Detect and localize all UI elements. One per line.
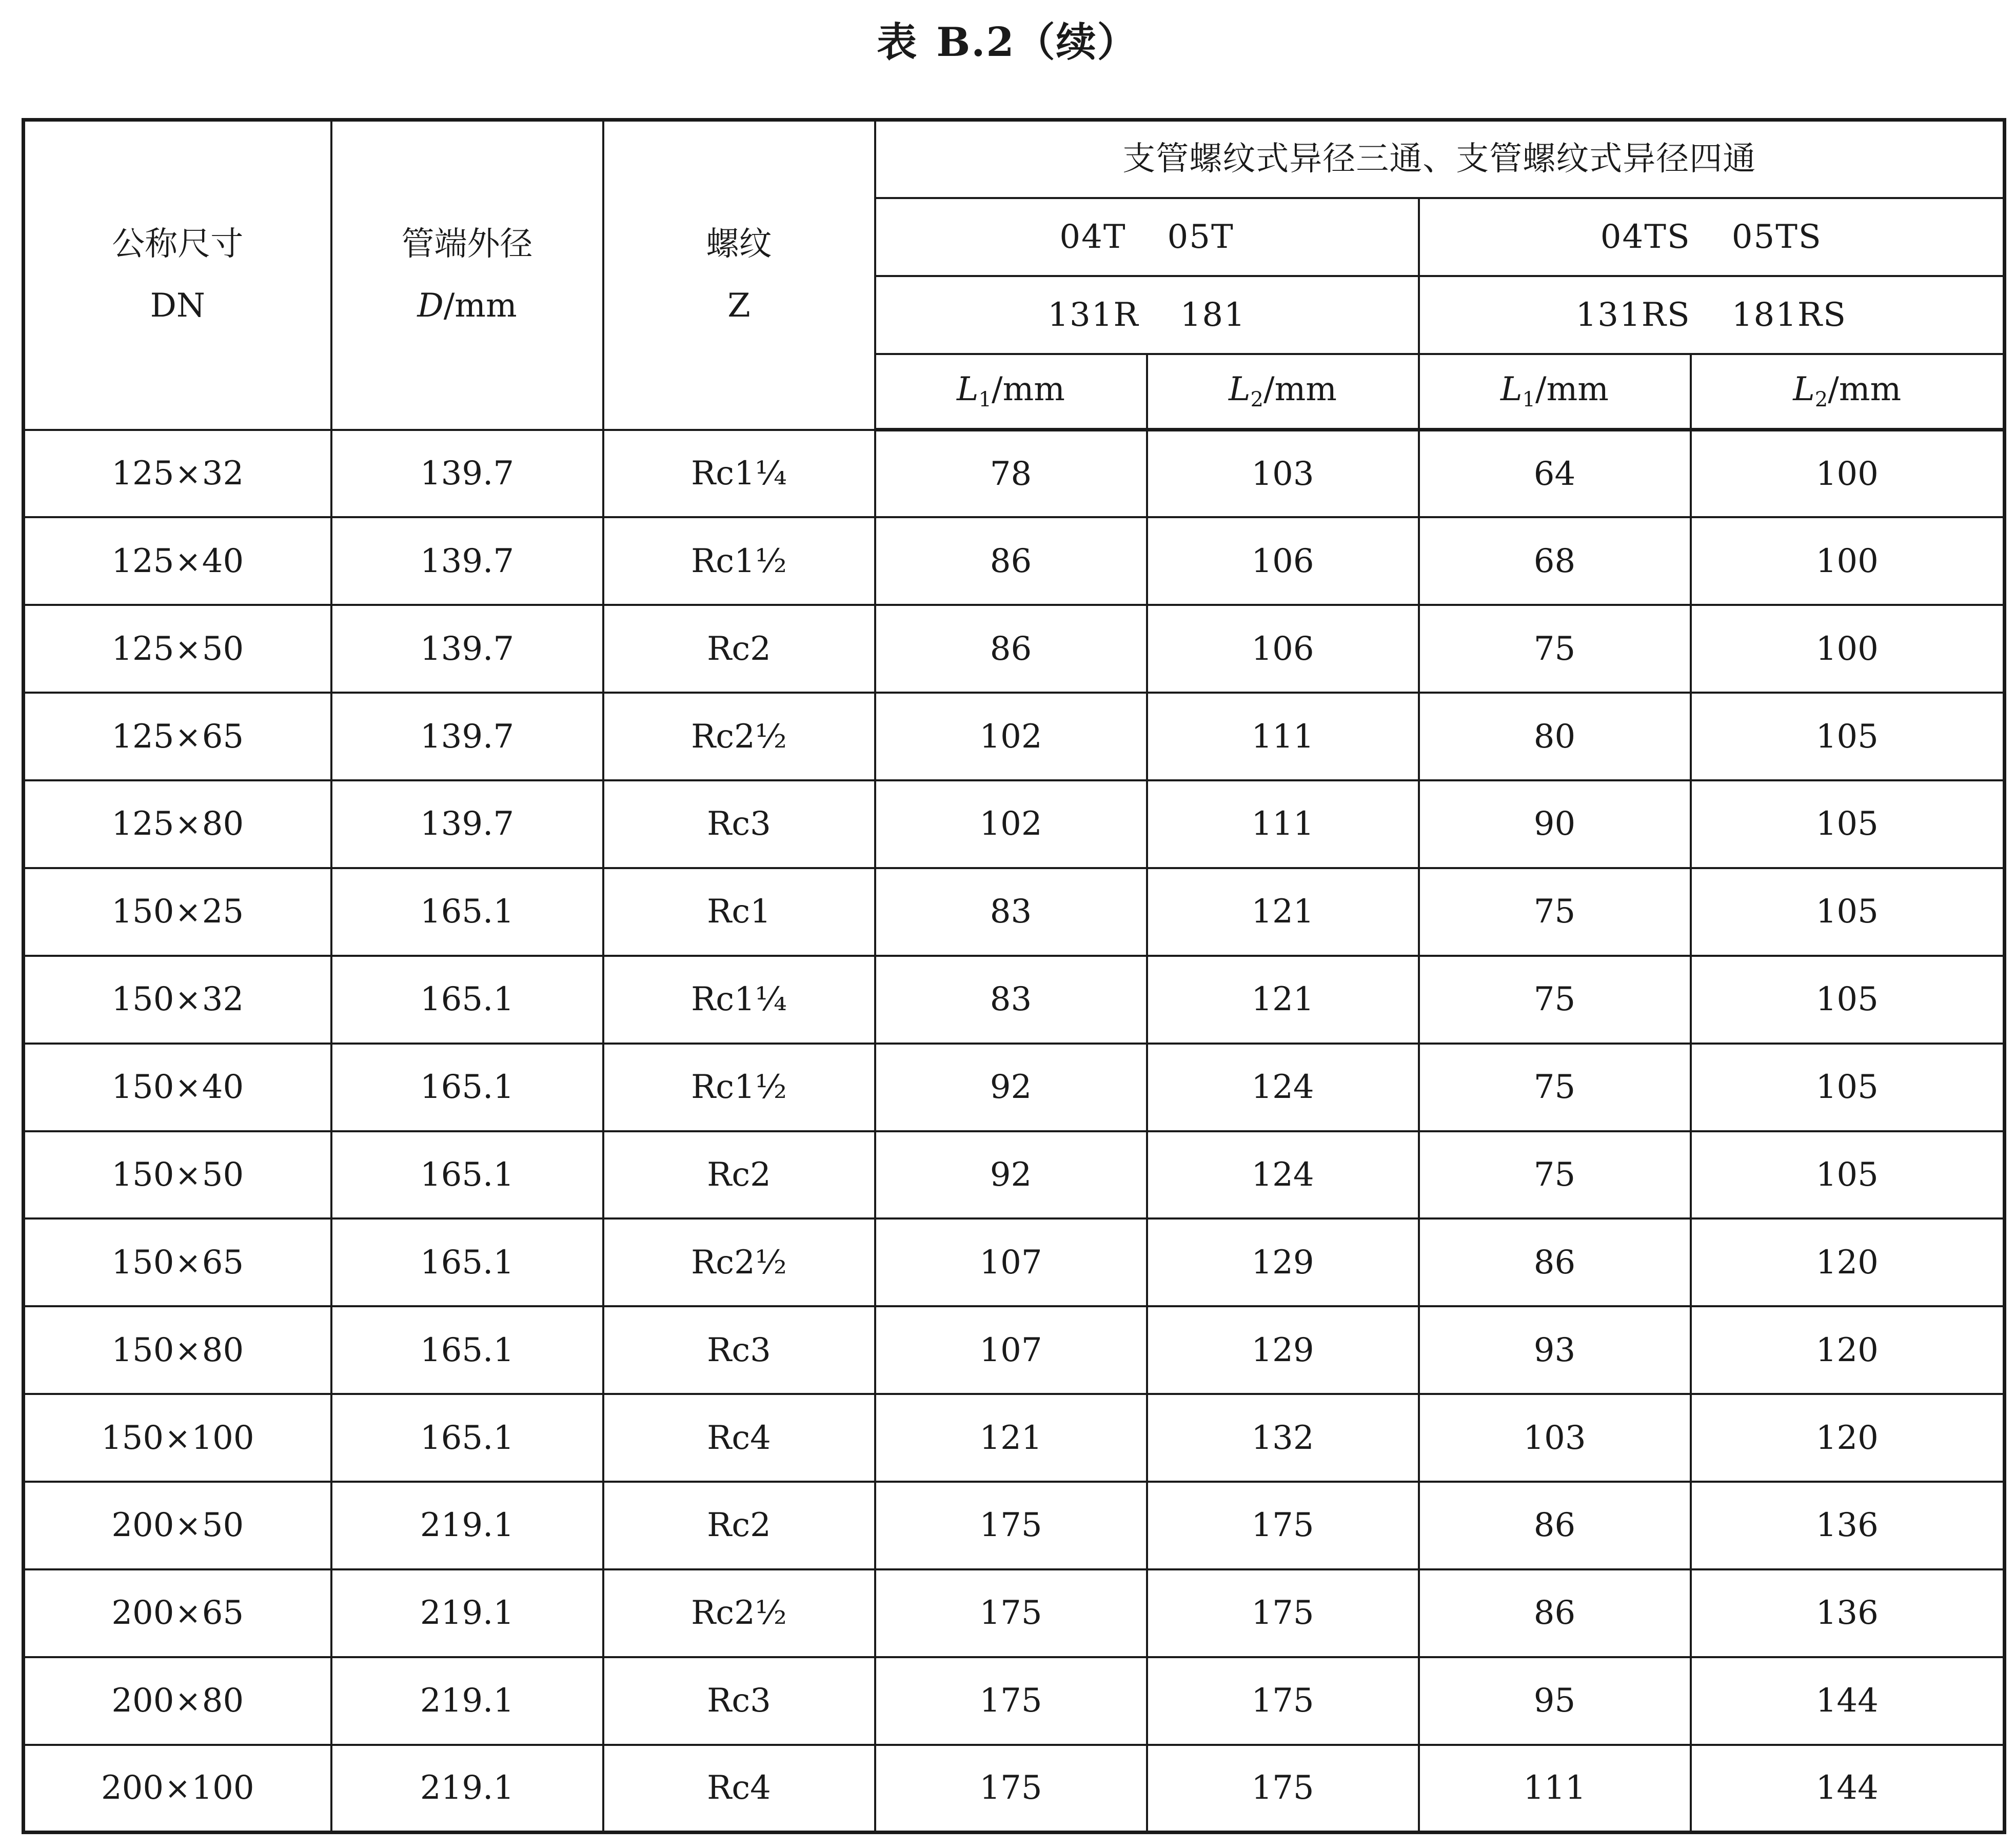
cell-cross-l1: 86	[1419, 1569, 1691, 1657]
cell-thread: Rc1½	[603, 1044, 875, 1131]
cross-codes-row-a: 04TS 05TS	[1419, 198, 2005, 276]
table-title-prefix: 表	[877, 19, 918, 66]
col-header-outside-diameter-label: 管端外径	[401, 225, 533, 264]
cell-cross-l1: 64	[1419, 430, 1691, 518]
col-header-thread	[603, 120, 875, 430]
cell-outside-diameter: 165.1	[331, 1131, 603, 1219]
cell-tee-l2: 129	[1147, 1306, 1419, 1394]
cell-nominal-size: 125×80	[24, 780, 331, 868]
cell-cross-l2: 105	[1691, 868, 2005, 956]
cell-outside-diameter: 165.1	[331, 956, 603, 1044]
cell-cross-l1: 86	[1419, 1482, 1691, 1569]
cell-cross-l2: 105	[1691, 780, 2005, 868]
cell-cross-l1: 103	[1419, 1394, 1691, 1482]
col-header-outside-diameter-unit: D/mm	[417, 287, 517, 325]
table-title	[0, 14, 2015, 71]
cell-tee-l2: 124	[1147, 1044, 1419, 1131]
cell-outside-diameter: 139.7	[331, 517, 603, 605]
cell-nominal-size: 150×25	[24, 868, 331, 956]
table-title-suffix: （续）	[1015, 19, 1138, 66]
col-header-nominal-size-label: 公称尺寸	[112, 225, 244, 264]
cell-outside-diameter: 139.7	[331, 693, 603, 780]
fitting-dimension-table	[22, 118, 2006, 1834]
col-header-thread-label: 螺纹	[706, 225, 772, 264]
cell-cross-l1: 75	[1419, 1131, 1691, 1219]
cell-tee-l2: 175	[1147, 1569, 1419, 1657]
tee-codes-row-a: 04T 05T	[875, 198, 1419, 276]
cross-codes-row-b: 131RS 181RS	[1419, 276, 2005, 354]
table-row	[24, 780, 2005, 868]
cell-tee-l2: 121	[1147, 956, 1419, 1044]
cell-outside-diameter: 219.1	[331, 1657, 603, 1745]
cell-outside-diameter: 165.1	[331, 1306, 603, 1394]
col-header-tee-l1: $L_1/mm$	[875, 354, 1147, 430]
col-header-thread-symbol: Z	[727, 287, 750, 325]
tee-codes-row-b: 131R 181	[875, 276, 1419, 354]
cell-tee-l1: 92	[875, 1131, 1147, 1219]
cell-outside-diameter: 165.1	[331, 1044, 603, 1131]
cell-cross-l2: 105	[1691, 1131, 2005, 1219]
table-row	[24, 1394, 2005, 1482]
table-row	[24, 1482, 2005, 1569]
cell-cross-l1: 75	[1419, 1044, 1691, 1131]
cell-tee-l1: 107	[875, 1218, 1147, 1306]
cell-nominal-size: 150×50	[24, 1131, 331, 1219]
cell-cross-l2: 105	[1691, 956, 2005, 1044]
cell-tee-l2: 129	[1147, 1218, 1419, 1306]
cell-tee-l1: 175	[875, 1482, 1147, 1569]
table-row	[24, 1657, 2005, 1745]
table-row	[24, 517, 2005, 605]
cell-thread: Rc4	[603, 1745, 875, 1833]
cell-outside-diameter: 165.1	[331, 1394, 603, 1482]
cell-tee-l1: 83	[875, 868, 1147, 956]
cell-cross-l2: 120	[1691, 1394, 2005, 1482]
col-header-cross-l2: $L_2/mm$	[1691, 354, 2005, 430]
cell-thread: Rc2	[603, 1482, 875, 1569]
col-header-outside-diameter	[331, 120, 603, 430]
cell-cross-l1: 75	[1419, 956, 1691, 1044]
cell-tee-l1: 175	[875, 1745, 1147, 1833]
cell-tee-l2: 106	[1147, 517, 1419, 605]
cell-nominal-size: 125×40	[24, 517, 331, 605]
cell-cross-l2: 120	[1691, 1306, 2005, 1394]
cell-tee-l2: 106	[1147, 605, 1419, 693]
cell-outside-diameter: 219.1	[331, 1745, 603, 1833]
cell-cross-l2: 144	[1691, 1657, 2005, 1745]
cell-tee-l1: 78	[875, 430, 1147, 518]
col-header-nominal-size-symbol: DN	[150, 287, 205, 325]
cell-nominal-size: 150×80	[24, 1306, 331, 1394]
cell-outside-diameter: 165.1	[331, 1218, 603, 1306]
cell-nominal-size: 125×32	[24, 430, 331, 518]
cell-outside-diameter: 139.7	[331, 780, 603, 868]
cell-outside-diameter: 219.1	[331, 1482, 603, 1569]
cell-nominal-size: 200×100	[24, 1745, 331, 1833]
cell-thread: Rc3	[603, 1657, 875, 1745]
cell-thread: Rc1¼	[603, 956, 875, 1044]
cell-cross-l2: 120	[1691, 1218, 2005, 1306]
cell-cross-l2: 100	[1691, 430, 2005, 518]
cell-tee-l1: 107	[875, 1306, 1147, 1394]
cell-tee-l2: 124	[1147, 1131, 1419, 1219]
cell-tee-l1: 121	[875, 1394, 1147, 1482]
cell-thread: Rc3	[603, 780, 875, 868]
cell-thread: Rc1¼	[603, 430, 875, 518]
cell-outside-diameter: 139.7	[331, 605, 603, 693]
cell-thread: Rc2½	[603, 693, 875, 780]
cell-cross-l1: 111	[1419, 1745, 1691, 1833]
cell-cross-l1: 80	[1419, 693, 1691, 780]
cell-nominal-size: 200×80	[24, 1657, 331, 1745]
cell-thread: Rc2½	[603, 1569, 875, 1657]
cell-tee-l2: 111	[1147, 693, 1419, 780]
cell-tee-l2: 121	[1147, 868, 1419, 956]
cell-tee-l1: 175	[875, 1657, 1147, 1745]
table-header	[24, 120, 2005, 430]
cell-tee-l2: 111	[1147, 780, 1419, 868]
cell-cross-l2: 100	[1691, 517, 2005, 605]
cell-tee-l1: 175	[875, 1569, 1147, 1657]
table-body	[24, 430, 2005, 1833]
table-row	[24, 1745, 2005, 1833]
cell-cross-l2: 100	[1691, 605, 2005, 693]
cell-tee-l1: 86	[875, 517, 1147, 605]
table-row	[24, 1306, 2005, 1394]
cell-thread: Rc1	[603, 868, 875, 956]
cell-tee-l1: 86	[875, 605, 1147, 693]
cell-nominal-size: 125×50	[24, 605, 331, 693]
cell-tee-l1: 83	[875, 956, 1147, 1044]
cell-nominal-size: 200×65	[24, 1569, 331, 1657]
table-row	[24, 956, 2005, 1044]
cell-cross-l1: 95	[1419, 1657, 1691, 1745]
cell-nominal-size: 150×100	[24, 1394, 331, 1482]
cell-cross-l2: 144	[1691, 1745, 2005, 1833]
cell-outside-diameter: 139.7	[331, 430, 603, 518]
cell-tee-l1: 92	[875, 1044, 1147, 1131]
cell-tee-l1: 102	[875, 693, 1147, 780]
cell-thread: Rc4	[603, 1394, 875, 1482]
table-row	[24, 605, 2005, 693]
cell-tee-l2: 175	[1147, 1745, 1419, 1833]
cell-thread: Rc2	[603, 1131, 875, 1219]
table-row	[24, 1044, 2005, 1131]
cell-cross-l1: 86	[1419, 1218, 1691, 1306]
cell-tee-l2: 175	[1147, 1657, 1419, 1745]
cell-cross-l1: 68	[1419, 517, 1691, 605]
cell-nominal-size: 150×32	[24, 956, 331, 1044]
col-header-tee-l2: $L_2/mm$	[1147, 354, 1419, 430]
cell-cross-l2: 105	[1691, 693, 2005, 780]
cell-outside-diameter: 165.1	[331, 868, 603, 956]
cell-thread: Rc2½	[603, 1218, 875, 1306]
cell-cross-l1: 90	[1419, 780, 1691, 868]
cell-tee-l2: 103	[1147, 430, 1419, 518]
cell-nominal-size: 150×65	[24, 1218, 331, 1306]
col-header-cross-l1: $L_1/mm$	[1419, 354, 1691, 430]
group-header-branch-threaded-reducing: 支管螺纹式异径三通、支管螺纹式异径四通	[875, 120, 2005, 198]
cell-cross-l1: 75	[1419, 605, 1691, 693]
cell-cross-l2: 136	[1691, 1482, 2005, 1569]
table-row	[24, 693, 2005, 780]
cell-cross-l2: 136	[1691, 1569, 2005, 1657]
table-row	[24, 868, 2005, 956]
cell-cross-l1: 75	[1419, 868, 1691, 956]
table-row	[24, 1218, 2005, 1306]
cell-tee-l1: 102	[875, 780, 1147, 868]
cell-cross-l1: 93	[1419, 1306, 1691, 1394]
table-row	[24, 1569, 2005, 1657]
cell-cross-l2: 105	[1691, 1044, 2005, 1131]
cell-tee-l2: 175	[1147, 1482, 1419, 1569]
table-title-id: B.2	[936, 19, 1015, 66]
cell-outside-diameter: 219.1	[331, 1569, 603, 1657]
cell-thread: Rc1½	[603, 517, 875, 605]
col-header-nominal-size	[24, 120, 331, 430]
cell-thread: Rc3	[603, 1306, 875, 1394]
table-row	[24, 430, 2005, 518]
table-row	[24, 1131, 2005, 1219]
cell-nominal-size: 150×40	[24, 1044, 331, 1131]
cell-thread: Rc2	[603, 605, 875, 693]
cell-nominal-size: 125×65	[24, 693, 331, 780]
cell-nominal-size: 200×50	[24, 1482, 331, 1569]
cell-tee-l2: 132	[1147, 1394, 1419, 1482]
